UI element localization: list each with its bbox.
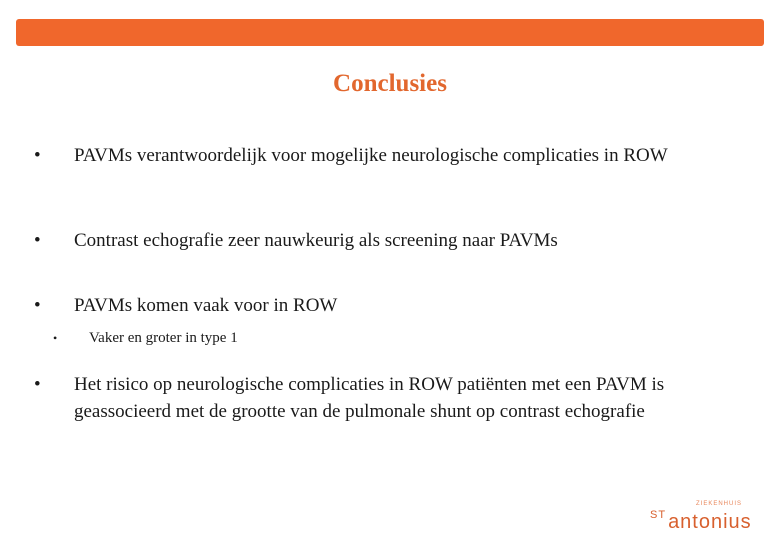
- sub-bullet-text: Vaker en groter in type 1: [89, 330, 238, 346]
- bullet-2-text: Contrast echografie zeer nauwkeurig als screening naar PAVMs: [74, 230, 558, 251]
- bullet-marker: •: [34, 145, 41, 166]
- bullet-marker: •: [34, 295, 41, 316]
- logo-name: antonius: [668, 511, 752, 533]
- bullet-marker: •: [34, 230, 41, 251]
- bullet-1-text: PAVMs verantwoordelijk voor mogelijke neurologische complicaties in ROW: [74, 145, 668, 166]
- hospital-logo: [650, 511, 752, 534]
- bullet-3-text: PAVMs komen vaak voor in ROW: [74, 295, 338, 316]
- logo-prefix: ST: [650, 509, 667, 522]
- bullet-marker: •: [34, 374, 41, 395]
- bullet-4-text: Het risico op neurologische complicaties in ROW patiënten met een PAVM is geassocieerd met de grootte van de pulmonale shunt op contrast echografie: [74, 374, 665, 422]
- slide-title: Conclusies: [333, 70, 447, 97]
- logo-top-text: ZIEKENHUIS: [696, 501, 743, 507]
- sub-bullet-marker: •: [53, 331, 58, 345]
- header-bar: [16, 19, 764, 46]
